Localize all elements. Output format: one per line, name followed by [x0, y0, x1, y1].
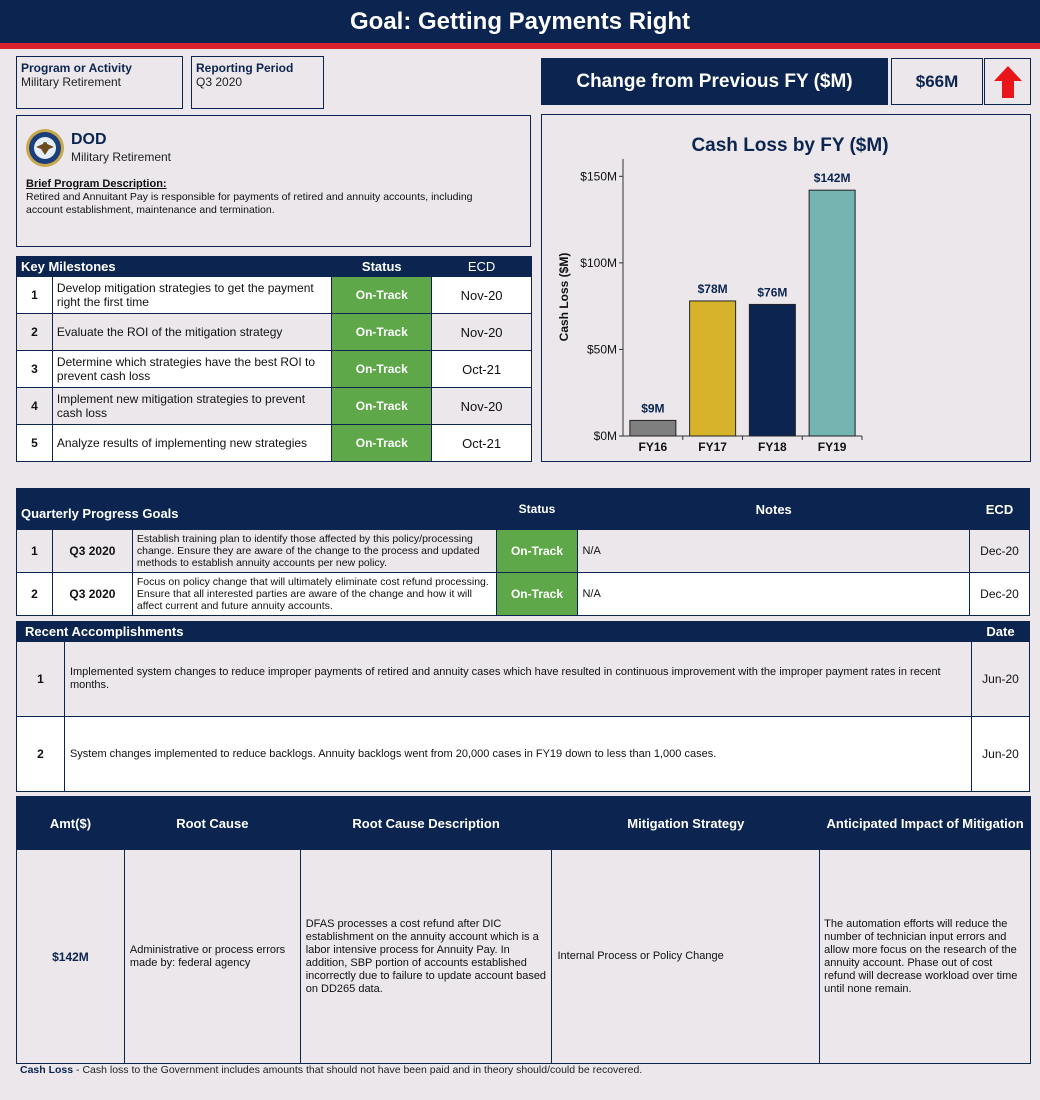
- goal-text: Establish training plan to identify those affected by this policy/processing change. Ensure they are aware of the change to the process and updated methods to establish annuity accounts per new policy.: [132, 530, 496, 573]
- quarterly-status-header: Status: [496, 489, 578, 530]
- accomplishment-number: 1: [17, 642, 65, 717]
- agency-program: Military Retirement: [71, 150, 172, 164]
- root-cause-table: [16, 796, 1031, 1064]
- goal-number: 1: [17, 530, 53, 573]
- chart-y-tick-label: $100M: [580, 255, 617, 270]
- quarterly-notes-header: Notes: [578, 489, 970, 530]
- milestone-row: [17, 351, 532, 388]
- chart-y-label: Cash Loss ($M): [557, 252, 571, 342]
- chart-x-tick-label: FY16: [638, 440, 668, 454]
- milestone-number: 4: [17, 388, 53, 425]
- period-label: Reporting Period: [196, 61, 294, 75]
- agency-name: DOD: [71, 131, 107, 148]
- goal-text: Focus on policy change that will ultimately eliminate cost refund processing. Ensure that all interested parties are aware of the change and how it will affect current and future annuity accounts.: [132, 573, 496, 616]
- goal-quarter: Q3 2020: [52, 530, 132, 573]
- accomplishment-number: 2: [17, 717, 65, 792]
- goal-notes: N/A: [578, 530, 970, 573]
- goal-notes: N/A: [578, 573, 970, 616]
- accomplishments-date-header: Date: [972, 622, 1030, 642]
- milestone-row: [17, 314, 532, 351]
- period-box: [191, 56, 324, 109]
- program-value: Military Retirement: [21, 75, 122, 89]
- period-value: Q3 2020: [196, 75, 243, 89]
- milestone-ecd: Nov-20: [432, 277, 532, 314]
- program-description-box: [16, 115, 531, 247]
- accomplishment-text: Implemented system changes to reduce improper payments of retired and annuity cases which have resulted in continuous improvement with the improper payment rates in recent months.: [64, 642, 971, 717]
- milestone-ecd: Nov-20: [432, 388, 532, 425]
- mitigation-strategy: Internal Process or Policy Change: [552, 850, 820, 1064]
- accomplishment-row: [17, 642, 1030, 717]
- program-label: Program or Activity: [21, 61, 132, 75]
- milestone-ecd: Oct-21: [432, 425, 532, 462]
- mitigation-strategy-header: Mitigation Strategy: [552, 797, 820, 850]
- accomplishments-header: Recent Accomplishments: [17, 622, 972, 642]
- root-cause-description-header: Root Cause Description: [300, 797, 552, 850]
- accomplishment-row: [17, 717, 1030, 792]
- goal-quarter: Q3 2020: [52, 573, 132, 616]
- milestone-status: On-Track: [332, 425, 432, 462]
- chart-bar: [690, 301, 736, 436]
- milestone-number: 1: [17, 277, 53, 314]
- milestone-status: On-Track: [332, 277, 432, 314]
- goal-ecd: Dec-20: [970, 573, 1030, 616]
- goal-ecd: Dec-20: [970, 530, 1030, 573]
- footnote: [20, 1064, 642, 1076]
- chart-bar: [749, 304, 795, 436]
- anticipated-impact-header: Anticipated Impact of Mitigation: [820, 797, 1031, 850]
- description-text: Retired and Annuitant Pay is responsible for payments of retired and annuity accounts, including account establishment, maintenance and termination.: [26, 191, 473, 216]
- footnote-term: Cash Loss: [20, 1064, 74, 1076]
- accomplishment-date: Jun-20: [972, 642, 1030, 717]
- chart-x-tick-label: FY17: [698, 440, 727, 454]
- milestone-text: Analyze results of implementing new strategies: [52, 425, 331, 462]
- accomplishment-date: Jun-20: [972, 717, 1030, 792]
- milestone-number: 2: [17, 314, 53, 351]
- quarterly-goal-row: [17, 530, 1030, 573]
- milestone-number: 5: [17, 425, 53, 462]
- milestone-text: Develop mitigation strategies to get the payment right the first time: [52, 277, 331, 314]
- chart-bar: [630, 420, 676, 436]
- milestone-status: On-Track: [332, 388, 432, 425]
- milestones-table: [16, 256, 532, 462]
- root-cause-amount: $142M: [17, 850, 125, 1064]
- quarterly-goals-table: [16, 488, 1030, 616]
- root-cause-row: [17, 850, 1031, 1064]
- program-box: [16, 56, 183, 109]
- milestone-row: [17, 425, 532, 462]
- milestone-ecd: Nov-20: [432, 314, 532, 351]
- chart-y-tick-label: $0M: [593, 429, 617, 443]
- title-divider: [0, 43, 1040, 49]
- anticipated-impact: The automation efforts will reduce the number of technician input errors and allow more focus on the research of the annuity account. Phase out of cost refund will decrease workload over time until none remain.: [820, 850, 1031, 1064]
- chart-y-tick-label: $50M: [586, 342, 617, 357]
- dod-seal-icon: [25, 128, 65, 168]
- page-title: Goal: Getting Payments Right: [0, 0, 1040, 43]
- milestone-status: On-Track: [332, 314, 432, 351]
- root-cause-header: Root Cause: [124, 797, 300, 850]
- milestone-number: 3: [17, 351, 53, 388]
- accomplishment-text: System changes implemented to reduce backlogs. Annuity backlogs went from 20,000 cases in FY19 down to less than 1,000 cases.: [64, 717, 971, 792]
- milestone-text: Implement new mitigation strategies to prevent cash loss: [52, 388, 331, 425]
- chart-y-tick-label: $150M: [580, 169, 617, 184]
- cash-loss-chart: [541, 114, 1031, 462]
- chart-data-label: $78M: [697, 281, 728, 296]
- milestone-ecd: Oct-21: [432, 351, 532, 388]
- chart-data-label: $142M: [813, 171, 851, 186]
- milestone-text: Determine which strategies have the best ROI to prevent cash loss: [52, 351, 331, 388]
- quarterly-ecd-header: ECD: [970, 489, 1030, 530]
- chart-data-label: $9M: [641, 401, 665, 416]
- chart-title: Cash Loss by FY ($M): [691, 135, 889, 156]
- goal-status: On-Track: [496, 530, 578, 573]
- milestones-header: Key Milestones: [17, 257, 332, 277]
- milestone-row: [17, 277, 532, 314]
- chart-data-label: $76M: [757, 285, 788, 300]
- chart-x-tick-label: FY19: [817, 440, 847, 454]
- amount-header: Amt($): [17, 797, 125, 850]
- goal-number: 2: [17, 573, 53, 616]
- goal-status: On-Track: [496, 573, 578, 616]
- milestones-status-header: Status: [332, 257, 432, 277]
- quarterly-goals-header: Quarterly Progress Goals: [17, 489, 497, 530]
- chart-canvas: [542, 115, 1030, 461]
- footnote-text: - Cash loss to the Government includes amounts that should not have been paid and in theory should/could be recovered.: [73, 1064, 643, 1076]
- chart-x-tick-label: FY18: [758, 440, 787, 454]
- milestone-row: [17, 388, 532, 425]
- milestones-ecd-header: ECD: [432, 257, 532, 277]
- root-cause-text: Administrative or process errors made by: federal agency: [124, 850, 300, 1064]
- up-arrow-icon: [984, 58, 1031, 105]
- quarterly-goal-row: [17, 573, 1030, 616]
- accomplishments-table: [16, 621, 1030, 792]
- milestone-status: On-Track: [332, 351, 432, 388]
- root-cause-description: DFAS processes a cost refund after DIC establishment on the annuity account which is a labor intensive process for Annuity Pay. In addition, SBP portion of accounts established incorrectly due to failure to update account based on DD265 data.: [300, 850, 552, 1064]
- chart-bar: [809, 190, 855, 436]
- change-value: $66M: [891, 58, 983, 105]
- change-label: Change from Previous FY ($M): [541, 58, 888, 105]
- description-label: Brief Program Description:: [26, 178, 167, 190]
- milestone-text: Evaluate the ROI of the mitigation strategy: [52, 314, 331, 351]
